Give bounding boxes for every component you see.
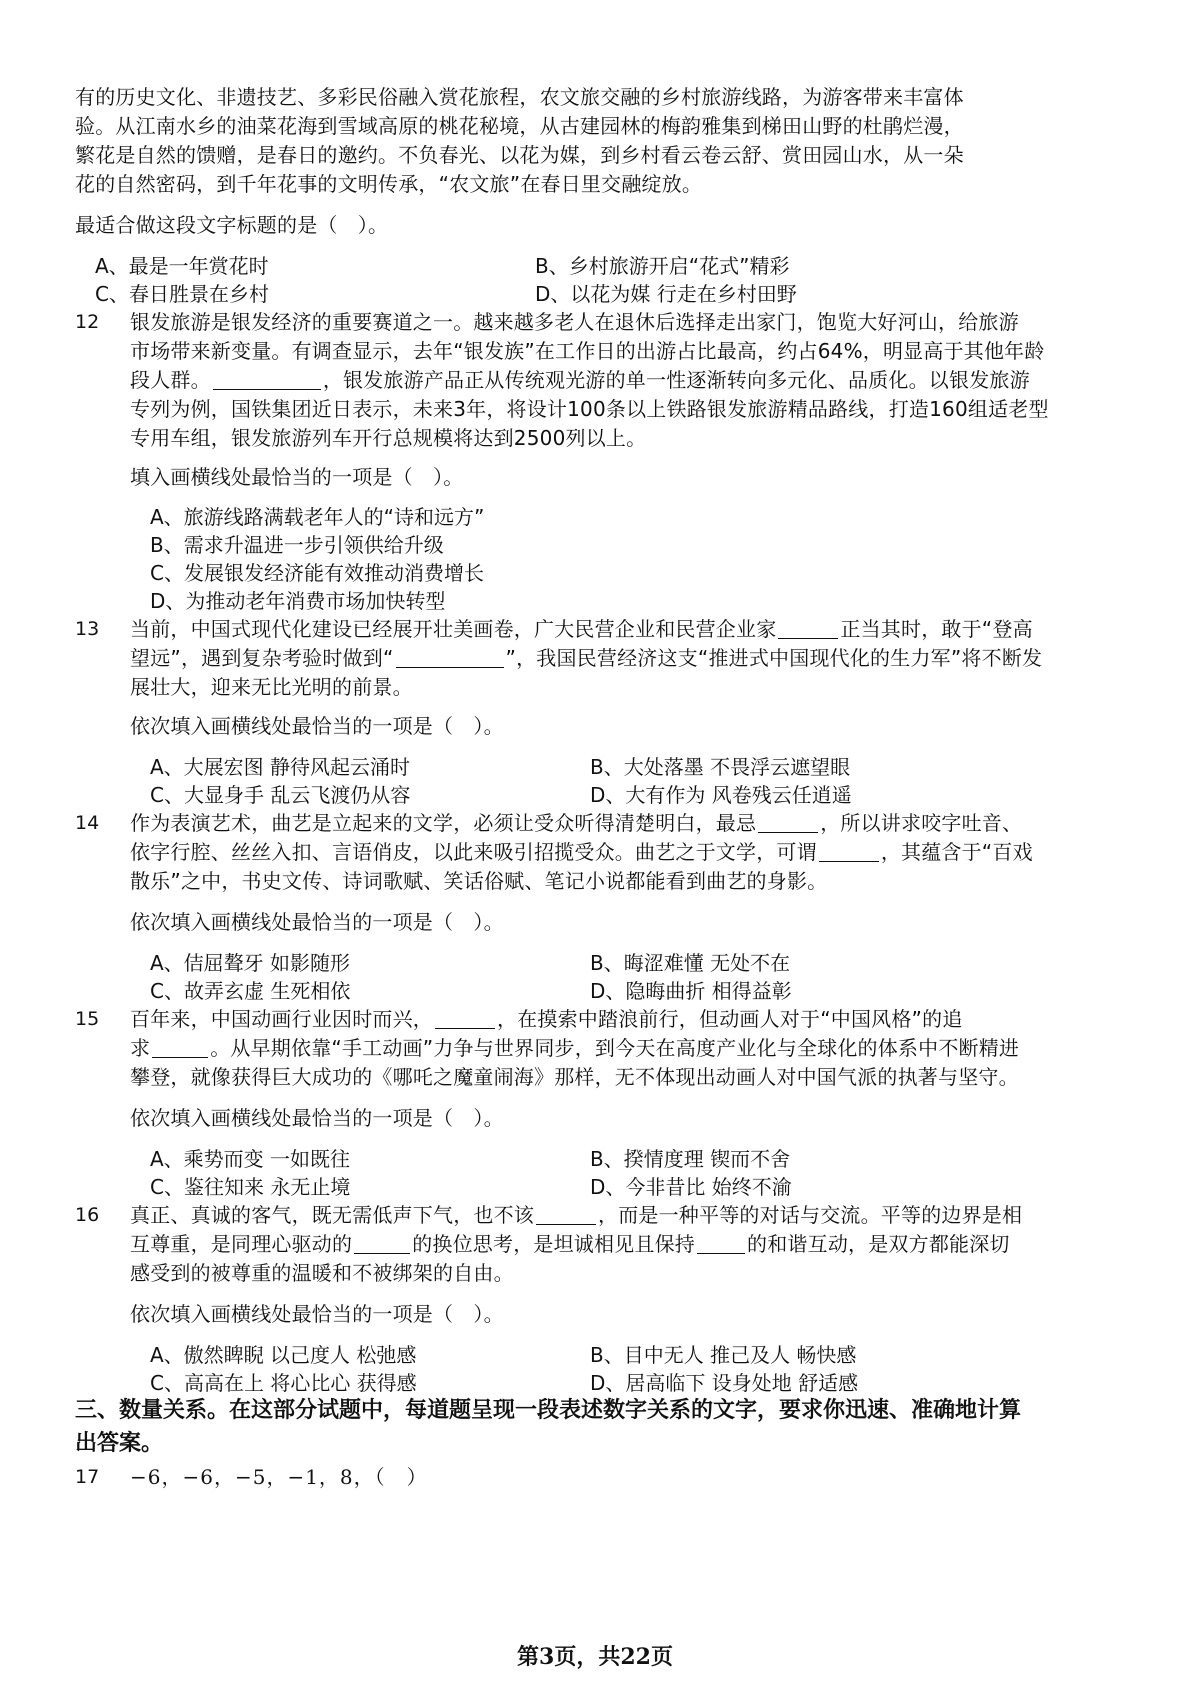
intro-question: 最适合做这段文字标题的是（ ）。 xyxy=(75,213,389,237)
section-heading-line-2: 出答案。 xyxy=(75,1431,164,1456)
q15-line-2: 求 。从早期依靠“手工动画”力争与世界同步，到今天在高度产业化与全球化的体系中不断精进 xyxy=(130,1036,1020,1060)
answer-blank xyxy=(758,810,818,833)
q12-line-1: 银发旅游是银发经济的重要赛道之一。越来越多老人在退休后选择走出家门，饱览大好河山，给旅游 xyxy=(130,310,1019,334)
q12-option-b[interactable]: B、需求升温进一步引领供给升级 xyxy=(150,533,444,557)
q13-line-3: 展壮大，迎来无比光明的前景。 xyxy=(130,675,413,699)
q15-option-c[interactable]: C、鉴往知来 永无止境 xyxy=(150,1175,351,1199)
question-number: 16 xyxy=(75,1204,100,1226)
answer-blank xyxy=(536,1202,596,1225)
answer-blank xyxy=(354,1231,410,1254)
q13-option-b[interactable]: B、大处落墨 不畏浮云遮望眼 xyxy=(590,755,851,779)
q15-option-b[interactable]: B、揆情度理 锲而不舍 xyxy=(590,1147,791,1171)
q16-line-2: 互尊重，是同理心驱动的 的换位思考，是坦诚相见且保持 的和谐互动，是双方都能深切 xyxy=(130,1232,1010,1256)
question-number: 17 xyxy=(75,1466,100,1488)
q14-option-c[interactable]: C、故弄玄虚 生死相依 xyxy=(150,979,351,1003)
q14-option-d[interactable]: D、隐晦曲折 相得益彰 xyxy=(590,979,792,1003)
answer-blank xyxy=(435,1006,495,1029)
q12-line-3: 段人群。 ，银发旅游产品正从传统观光游的单一性逐渐转向多元化、品质化。以银发旅游 xyxy=(130,368,1030,392)
intro-option-d[interactable]: D、以花为媒 行走在乡村田野 xyxy=(535,282,797,306)
q15-line-1: 百年来，中国动画行业因时而兴， ，在摸索中踏浪前行，但动画人对于“中国风格”的追 xyxy=(130,1007,963,1031)
q13-option-c[interactable]: C、大显身手 乱云飞渡仍从容 xyxy=(150,783,411,807)
q13-question: 依次填入画横线处最恰当的一项是（ ）。 xyxy=(130,714,504,738)
intro-option-c[interactable]: C、春日胜景在乡村 xyxy=(95,282,269,306)
q13-option-a[interactable]: A、大展宏图 静待风起云涌时 xyxy=(150,755,411,779)
intro-line-1: 有的历史文化、非遗技艺、多彩民俗融入赏花旅程，农文旅交融的乡村旅游线路，为游客带来丰富体 xyxy=(75,85,964,109)
q14-question: 依次填入画横线处最恰当的一项是（ ）。 xyxy=(130,910,504,934)
answer-blank xyxy=(152,1035,208,1058)
answer-blank xyxy=(778,616,838,639)
page-footer: 第3页，共22页 xyxy=(517,1644,673,1670)
q16-option-d[interactable]: D、居高临下 设身处地 舒适感 xyxy=(590,1371,859,1395)
q12-question: 填入画横线处最恰当的一项是（ ）。 xyxy=(130,465,464,489)
q17-sequence: −6，−6，−5，−1，8，（ ） xyxy=(130,1465,428,1489)
q15-option-d[interactable]: D、今非昔比 始终不渝 xyxy=(590,1175,792,1199)
question-number: 14 xyxy=(75,812,100,834)
answer-blank xyxy=(213,367,321,390)
q16-line-1: 真正、真诚的客气，既无需低声下气，也不该 ，而是一种平等的对话与交流。平等的边界是相 xyxy=(130,1203,1023,1227)
q15-question: 依次填入画横线处最恰当的一项是（ ）。 xyxy=(130,1106,504,1130)
q12-option-d[interactable]: D、为推动老年消费市场加快转型 xyxy=(150,589,446,613)
q12-option-a[interactable]: A、旅游线路满载老年人的“诗和远方” xyxy=(150,505,485,529)
q12-line-5: 专用车组，银发旅游列车开行总规模将达到2500列以上。 xyxy=(130,426,647,450)
q13-line-2: 望远”，遇到复杂考验时做到“ ”，我国民营经济这支“推进式中国现代化的生力军”将不断发 xyxy=(130,646,1043,670)
intro-option-b[interactable]: B、乡村旅游开启“花式”精彩 xyxy=(535,254,790,278)
q12-line-2: 市场带来新变量。有调查显示，去年“银发族”在工作日的出游占比最高，约占64%，明显高于其他年龄 xyxy=(130,339,1045,363)
answer-blank xyxy=(819,839,879,862)
answer-blank xyxy=(396,645,504,668)
q15-line-3: 攀登，就像获得巨大成功的《哪吒之魔童闹海》那样，无不体现出动画人对中国气派的执著与坚守。 xyxy=(130,1065,1019,1089)
q13-line-1: 当前，中国式现代化建设已经展开壮美画卷，广大民营企业和民营企业家 正当其时，敢于“登高 xyxy=(130,617,1033,641)
q16-line-3: 感受到的被尊重的温暖和不被绑架的自由。 xyxy=(130,1261,514,1285)
intro-option-a[interactable]: A、最是一年赏花时 xyxy=(95,254,269,278)
q15-option-a[interactable]: A、乘势而变 一如既往 xyxy=(150,1147,351,1171)
q12-option-c[interactable]: C、发展银发经济能有效推动消费增长 xyxy=(150,561,484,585)
q14-line-2: 依字行腔、丝丝入扣、言语俏皮，以此来吸引招揽受众。曲艺之于文学，可谓 ，其蕴含于“百戏 xyxy=(130,840,1033,864)
q14-line-3: 散乐”之中，书史文传、诗词歌赋、笑话俗赋、笔记小说都能看到曲艺的身影。 xyxy=(130,869,828,893)
intro-line-3: 繁花是自然的馈赠，是春日的邀约。不负春光、以花为媒，到乡村看云卷云舒、赏田园山水，从一朵 xyxy=(75,143,964,167)
intro-line-4: 花的自然密码，到千年花事的文明传承，“农文旅”在春日里交融绽放。 xyxy=(75,172,703,196)
q16-option-b[interactable]: B、目中无人 推己及人 畅快感 xyxy=(590,1343,857,1367)
q16-option-c[interactable]: C、高高在上 将心比心 获得感 xyxy=(150,1371,417,1395)
q16-option-a[interactable]: A、傲然睥睨 以己度人 松弛感 xyxy=(150,1343,417,1367)
question-number: 12 xyxy=(75,311,100,333)
question-number: 15 xyxy=(75,1008,100,1030)
q14-line-1: 作为表演艺术，曲艺是立起来的文学，必须让受众听得清楚明白，最忌 ，所以讲求咬字吐音、 xyxy=(130,811,1023,835)
intro-line-2: 验。从江南水乡的油菜花海到雪域高原的桃花秘境，从古建园林的梅韵雅集到梯田山野的杜鹃烂漫， xyxy=(75,114,964,138)
q12-line-4: 专列为例，国铁集团近日表示，未来3年，将设计100条以上铁路银发旅游精品路线，打造160组适老型 xyxy=(130,397,1049,421)
question-number: 13 xyxy=(75,618,100,640)
section-heading-line-1: 三、数量关系。在这部分试题中，每道题呈现一段表述数字关系的文字，要求你迅速、准确地计算 xyxy=(75,1398,1022,1423)
q16-question: 依次填入画横线处最恰当的一项是（ ）。 xyxy=(130,1302,504,1326)
q14-option-a[interactable]: A、佶屈聱牙 如影随形 xyxy=(150,951,351,975)
q13-option-d[interactable]: D、大有作为 风卷残云任逍遥 xyxy=(590,783,852,807)
answer-blank xyxy=(697,1231,745,1254)
q14-option-b[interactable]: B、晦涩难懂 无处不在 xyxy=(590,951,791,975)
